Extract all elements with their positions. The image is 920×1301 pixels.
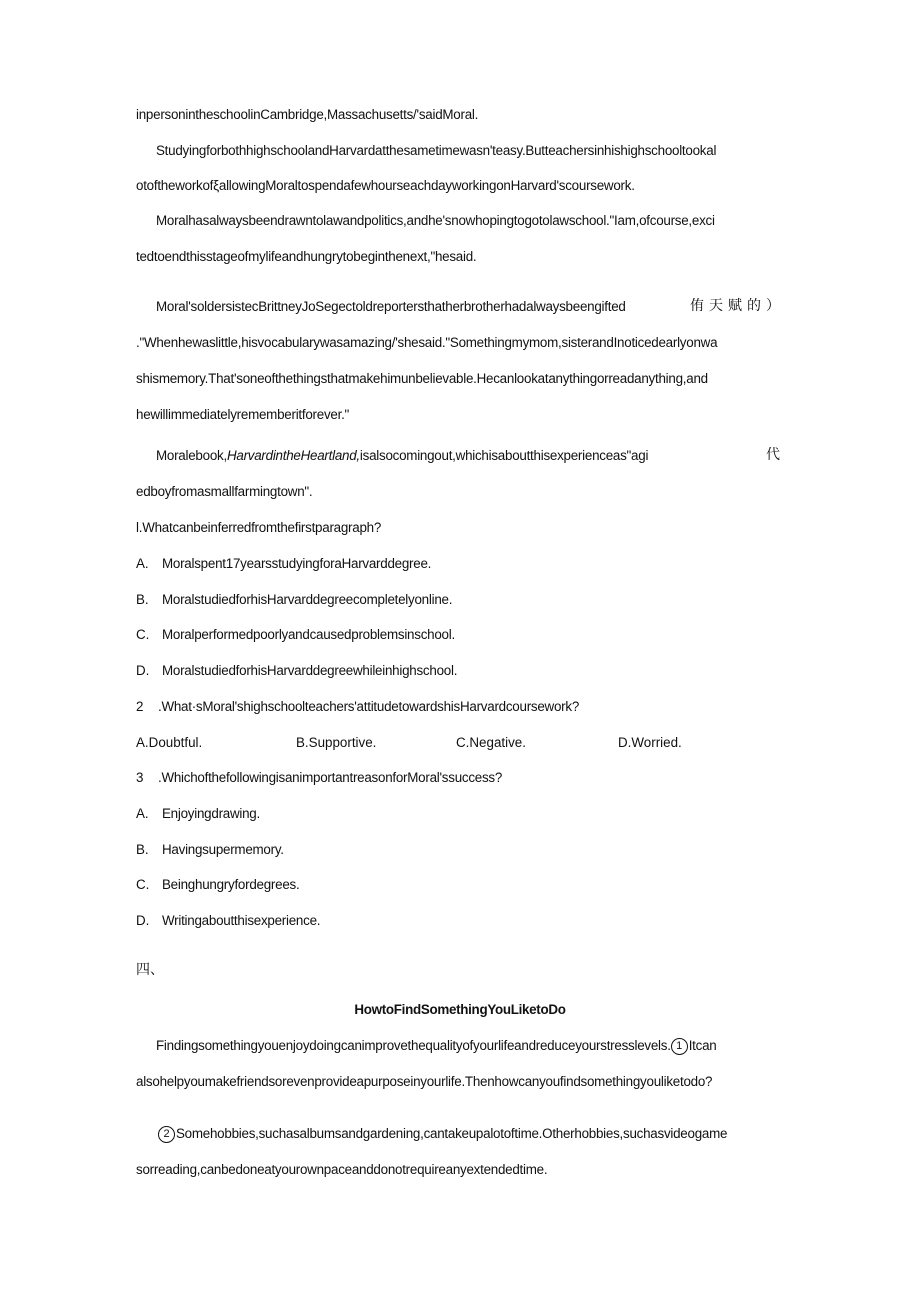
section-4-label: 四、	[136, 962, 164, 978]
q2-option-a: A.Doubtful.	[136, 735, 203, 750]
book-line-prefix: Moralebook,	[156, 448, 227, 463]
q1-option-d-letter: D.	[136, 663, 150, 678]
passage-line-6: Moral'soldersistecBrittneyJoSegectoldreportersthatherbrotherhadalwaysbeengifted	[156, 299, 626, 314]
q3-option-d-letter: D.	[136, 913, 150, 928]
q3-option-a-letter: A.	[136, 806, 149, 821]
section-4-title: HowtoFindSomethingYouLiketoDo	[354, 1002, 566, 1017]
passage-line-5: tedtoendthisstageofmylifeandhungrytobeginthenext,"hesaid.	[136, 249, 477, 264]
section-4-para-1-line-1	[156, 1037, 716, 1055]
book-line	[156, 447, 648, 465]
q1-option-b-text: MoralstudiedforhisHarvarddegreecompletelyonline.	[162, 592, 453, 607]
q3-option-d-text: Writingaboutthisexperience.	[162, 913, 321, 928]
q2-option-d: D.Worried.	[618, 735, 682, 750]
q1-option-a-text: Moralspent17yearsstudyingforaHarvarddegree.	[162, 556, 432, 571]
question-3-number: 3	[136, 770, 144, 785]
passage-line-9: hewillimmediatelyrememberitforever."	[136, 407, 350, 422]
q3-option-a-text: Enjoyingdrawing.	[162, 806, 260, 821]
passage-line-3: otoftheworkofξallowingMoraltospendafewhourseachdayworkingonHarvard'scoursework.	[136, 178, 635, 193]
para-2-line-1-text: Somehobbies,suchasalbumsandgardening,cantakeupalotoftime.Otherhobbies,suchasvideogame	[176, 1126, 728, 1141]
passage-line-2: StudyingforbothhighschoolandHarvardatthesametimewasn'teasy.Butteachersinhishighschooltookal	[156, 143, 717, 158]
para-1-line-1-tail: Itcan	[688, 1038, 717, 1053]
question-1-stem: l.Whatcanbeinferredfromthefirstparagraph?	[136, 520, 382, 535]
circled-number-1: 1	[671, 1038, 688, 1055]
q1-option-d-text: MoralstudiedforhisHarvarddegreewhileinhighschool.	[162, 663, 458, 678]
passage-line-8: shismemory.That'soneofthethingsthatmakehimunbelievable.Hecanlookatanythingorreadanything,and	[136, 371, 708, 386]
q1-option-c-text: Moralperformedpoorlyandcausedproblemsinschool.	[162, 627, 455, 642]
section-4-para-2-line-2: sorreading,canbedoneatyourownpaceanddonotrequireanyextendedtime.	[136, 1162, 548, 1177]
q2-option-b: B.Supportive.	[296, 735, 377, 750]
question-2-stem: .What·sMoral'shighschoolteachers'attitudetowardshisHarvardcoursework?	[158, 699, 580, 714]
chinese-gloss: 侑天赋的）	[690, 298, 785, 314]
circled-number-2: 2	[158, 1126, 175, 1143]
passage-line-1: inpersonintheschoolinCambridge,Massachusetts/'saidMoral.	[136, 107, 479, 122]
section-4-para-1-line-2: alsohelpyoumakefriendsorevenprovideapurposeinyourlife.Thenhowcanyoufindsomethingyouliketodo?	[136, 1074, 713, 1089]
q3-option-b-letter: B.	[136, 842, 149, 857]
question-3-stem: .WhichofthefollowingisanimportantreasonforMoral'ssuccess?	[158, 770, 503, 785]
q2-option-c: C.Negative.	[456, 735, 526, 750]
book-title: HarvardintheHeartland,	[226, 448, 360, 463]
para-1-line-1-text: Findingsomethingyouenjoydoingcanimprovethequalityofyourlifeandreduceyourstresslevels.	[156, 1038, 671, 1053]
q1-option-a-letter: A.	[136, 556, 149, 571]
q1-option-c-letter: C.	[136, 627, 150, 642]
section-4-para-2-line-1	[158, 1125, 727, 1143]
q3-option-c-letter: C.	[136, 877, 150, 892]
passage-line-10: edboyfromasmallfarmingtown".	[136, 484, 313, 499]
q3-option-c-text: Beinghungryfordegrees.	[162, 877, 300, 892]
passage-line-4: Moralhasalwaysbeendrawntolawandpolitics,andhe'snowhopingtogotolawschool."Iam,ofcourse,exci	[156, 213, 715, 228]
q1-option-b-letter: B.	[136, 592, 149, 607]
question-2-number: 2	[136, 699, 144, 714]
book-line-trailing-char: 代	[766, 447, 780, 463]
q3-option-b-text: Havingsupermemory.	[162, 842, 284, 857]
book-line-suffix: isalsocomingout,whichisaboutthisexperienceas"agi	[359, 448, 649, 463]
passage-line-7: ."Whenhewaslittle,hisvocabularywasamazing/'shesaid."Somethingmymom,sisterandInoticedearlyonwa	[136, 335, 718, 350]
